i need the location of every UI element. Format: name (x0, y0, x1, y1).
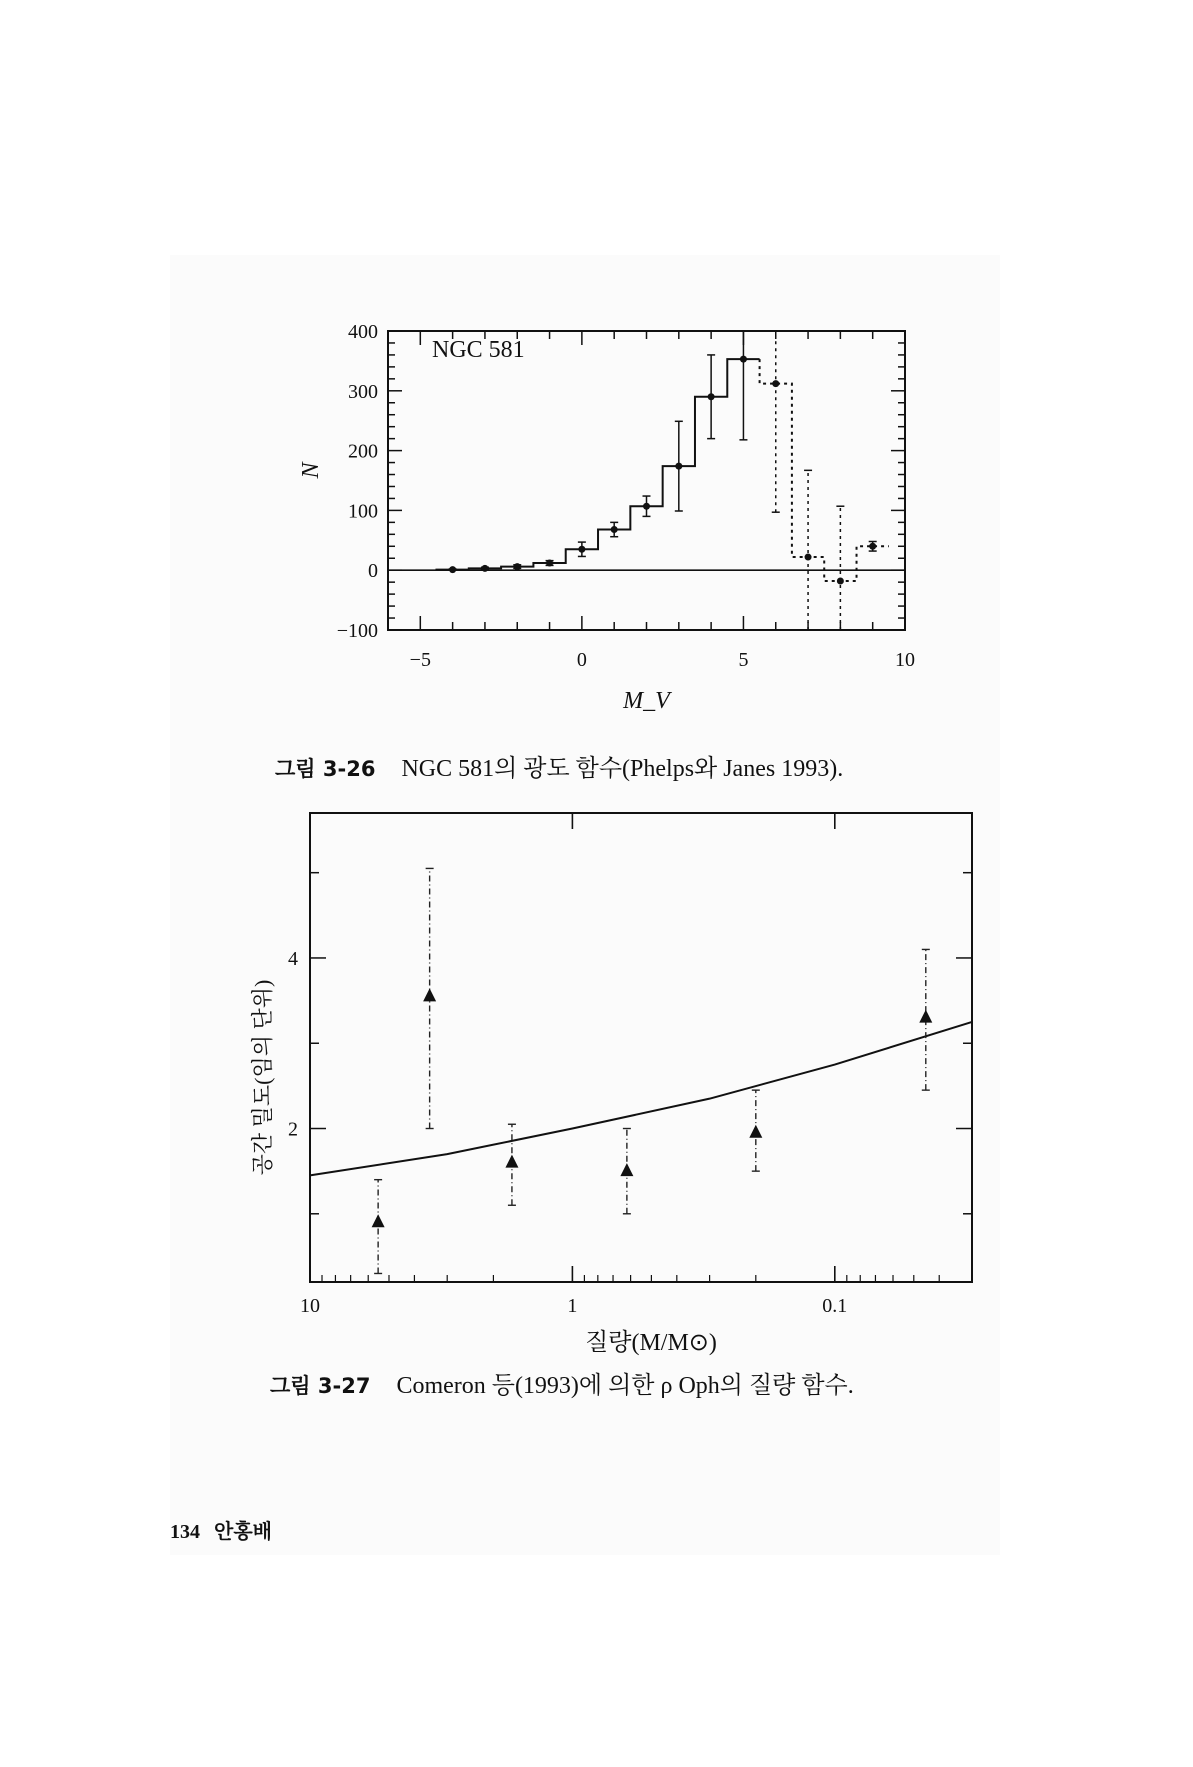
triangle-point (749, 1125, 762, 1138)
x-tick-label: 5 (738, 649, 749, 671)
x-axis-label: 질량(M/M⊙) (585, 1330, 717, 1356)
fit-curve (310, 1022, 972, 1175)
y-tick-label: 2 (288, 1118, 298, 1141)
x-axis-label: M_V (623, 688, 670, 714)
x-tick-label: 10 (300, 1295, 320, 1317)
y-axis-label: N (298, 462, 324, 479)
triangle-point (919, 1010, 932, 1023)
figure-caption-text-2: Comeron 등(1993)에 의한 ρ Oph의 질량 함수. (396, 1373, 854, 1399)
y-tick-label: 0 (368, 560, 378, 583)
author-name: 안홍배 (214, 1519, 272, 1543)
y-tick-label: 300 (348, 380, 378, 403)
triangle-point (620, 1163, 633, 1176)
plot-frame (310, 813, 972, 1282)
x-tick-label: 0.1 (822, 1295, 848, 1317)
page-footer (170, 1515, 272, 1544)
chart-annotation: NGC 581 (432, 337, 525, 363)
triangle-point (505, 1155, 518, 1168)
page-number: 134 (170, 1521, 200, 1543)
y-tick-label: 4 (288, 947, 298, 970)
figure-number-1: 그림 3-26 (275, 757, 376, 781)
y-tick-label: 100 (348, 500, 378, 523)
x-tick-label: −5 (409, 649, 431, 671)
triangle-point (423, 988, 436, 1001)
figure-caption-2 (270, 1365, 854, 1400)
figure-caption-text-1: NGC 581의 광도 함수(Phelps와 Janes 1993). (401, 756, 844, 782)
figure-number-2: 그림 3-27 (270, 1374, 371, 1398)
y-tick-label: 400 (348, 321, 378, 343)
x-tick-label: 0 (576, 649, 587, 671)
y-axis-label: 공간 밀도(임의 단위) (250, 979, 275, 1176)
x-tick-label: 1 (567, 1295, 578, 1317)
x-tick-label: 10 (895, 649, 915, 671)
y-tick-label: −100 (336, 620, 378, 642)
y-tick-label: 200 (348, 440, 378, 463)
triangle-point (372, 1214, 385, 1227)
